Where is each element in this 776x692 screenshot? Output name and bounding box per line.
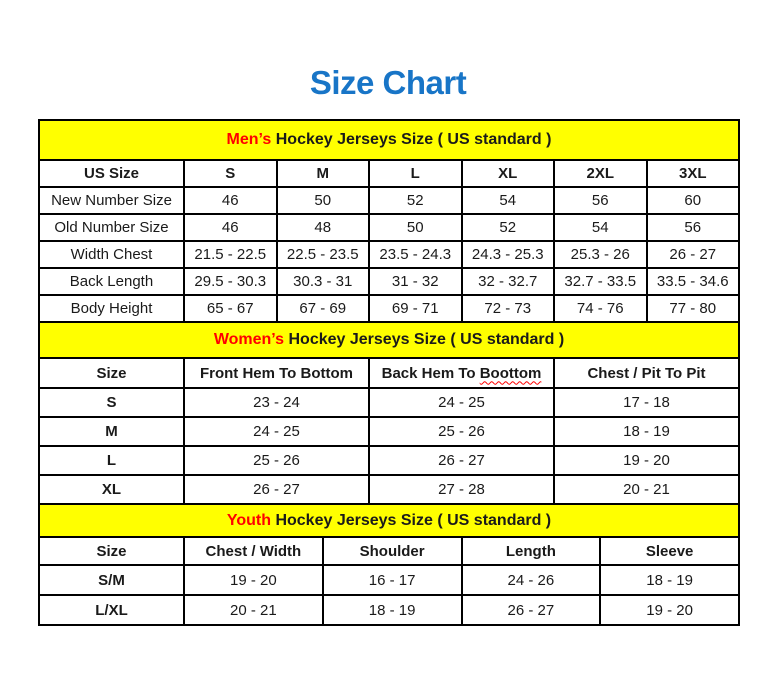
column-header: L (369, 160, 462, 187)
column-header: Length (462, 537, 601, 565)
row-label: New Number Size (39, 187, 184, 214)
women-section-title (39, 322, 739, 358)
row-label: Back Length (39, 268, 184, 295)
table-cell: 19 - 20 (554, 446, 739, 475)
table-cell: 52 (369, 187, 462, 214)
misspelled-word: Boottom (479, 364, 542, 382)
table-cell: 17 - 18 (554, 388, 739, 417)
column-header: Chest / Width (184, 537, 323, 565)
youth-size-table (38, 503, 740, 626)
table-row (39, 295, 739, 322)
table-cell: 27 - 28 (369, 475, 554, 504)
women-section-band (39, 322, 739, 358)
table-cell: 25 - 26 (184, 446, 369, 475)
table-cell: 60 (647, 187, 740, 214)
table-cell: 33.5 - 34.6 (647, 268, 740, 295)
table-cell: 32.7 - 33.5 (554, 268, 647, 295)
table-cell: 25 - 26 (369, 417, 554, 446)
row-label: L/XL (39, 595, 184, 625)
size-chart-tables (38, 119, 740, 626)
column-header: XL (462, 160, 555, 187)
table-cell: 24.3 - 25.3 (462, 241, 555, 268)
table-cell: 74 - 76 (554, 295, 647, 322)
women-band-text: Hockey Jerseys Size ( US standard ) (288, 331, 565, 348)
youth-band-text: Hockey Jerseys Size ( US standard ) (275, 511, 552, 529)
row-label: S (39, 388, 184, 417)
table-cell: 30.3 - 31 (277, 268, 370, 295)
table-cell: 26 - 27 (647, 241, 740, 268)
table-cell: 21.5 - 22.5 (184, 241, 277, 268)
table-cell: 19 - 20 (600, 595, 739, 625)
table-cell: 48 (277, 214, 370, 241)
table-cell: 24 - 26 (462, 565, 601, 595)
row-label: Old Number Size (39, 214, 184, 241)
men-size-table (38, 119, 740, 323)
table-row (39, 417, 739, 446)
women-header-row (39, 358, 739, 388)
row-label: L (39, 446, 184, 475)
column-header (369, 358, 554, 388)
table-cell: 54 (462, 187, 555, 214)
table-cell: 24 - 25 (369, 388, 554, 417)
table-cell: 26 - 27 (184, 475, 369, 504)
table-cell: 50 (369, 214, 462, 241)
column-header: Sleeve (600, 537, 739, 565)
column-header: Chest / Pit To Pit (554, 358, 739, 388)
youth-label: Youth (226, 511, 271, 529)
table-cell: 18 - 19 (554, 417, 739, 446)
table-cell: 52 (462, 214, 555, 241)
table-cell: 29.5 - 30.3 (184, 268, 277, 295)
youth-header-row (39, 537, 739, 565)
table-cell: 25.3 - 26 (554, 241, 647, 268)
table-row (39, 268, 739, 295)
column-header: US Size (39, 160, 184, 187)
page-title: Size Chart (309, 64, 467, 101)
table-cell: 26 - 27 (369, 446, 554, 475)
row-label: XL (39, 475, 184, 504)
table-cell: 67 - 69 (277, 295, 370, 322)
table-cell: 26 - 27 (462, 595, 601, 625)
column-header: M (277, 160, 370, 187)
table-cell: 32 - 32.7 (462, 268, 555, 295)
table-cell: 18 - 19 (600, 565, 739, 595)
table-cell: 72 - 73 (462, 295, 555, 322)
men-band-text: Hockey Jerseys Size ( US standard ) (275, 131, 552, 148)
men-label: Men’s (226, 131, 272, 148)
row-label: M (39, 417, 184, 446)
column-header: Front Hem To Bottom (184, 358, 369, 388)
table-cell: 23 - 24 (184, 388, 369, 417)
table-cell: 23.5 - 24.3 (369, 241, 462, 268)
row-label: S/M (39, 565, 184, 595)
men-header-row (39, 160, 739, 187)
women-size-table (38, 321, 740, 505)
table-cell: 18 - 19 (323, 595, 462, 625)
row-label: Body Height (39, 295, 184, 322)
youth-section-band (39, 504, 739, 537)
women-label: Women’s (213, 331, 285, 348)
table-cell: 69 - 71 (369, 295, 462, 322)
column-header: S (184, 160, 277, 187)
table-cell: 22.5 - 23.5 (277, 241, 370, 268)
table-row (39, 388, 739, 417)
table-cell: 65 - 67 (184, 295, 277, 322)
table-cell: 19 - 20 (184, 565, 323, 595)
column-header: 2XL (554, 160, 647, 187)
table-cell: 31 - 32 (369, 268, 462, 295)
row-label: Width Chest (39, 241, 184, 268)
column-header-text: Back Hem To (381, 364, 480, 382)
table-row (39, 475, 739, 504)
men-section-band (39, 120, 739, 160)
table-cell: 20 - 21 (554, 475, 739, 504)
table-cell: 16 - 17 (323, 565, 462, 595)
table-row (39, 446, 739, 475)
column-header: Size (39, 358, 184, 388)
column-header: 3XL (647, 160, 740, 187)
table-cell: 56 (647, 214, 740, 241)
table-row (39, 595, 739, 625)
table-cell: 24 - 25 (184, 417, 369, 446)
table-cell: 46 (184, 187, 277, 214)
table-cell: 46 (184, 214, 277, 241)
column-header: Shoulder (323, 537, 462, 565)
youth-section-title (39, 504, 739, 537)
column-header: Size (39, 537, 184, 565)
table-cell: 54 (554, 214, 647, 241)
men-section-title (39, 120, 739, 160)
table-cell: 50 (277, 187, 370, 214)
table-cell: 77 - 80 (647, 295, 740, 322)
table-row (39, 187, 739, 214)
table-cell: 56 (554, 187, 647, 214)
table-row (39, 241, 739, 268)
table-cell: 20 - 21 (184, 595, 323, 625)
table-row (39, 565, 739, 595)
table-row (39, 214, 739, 241)
